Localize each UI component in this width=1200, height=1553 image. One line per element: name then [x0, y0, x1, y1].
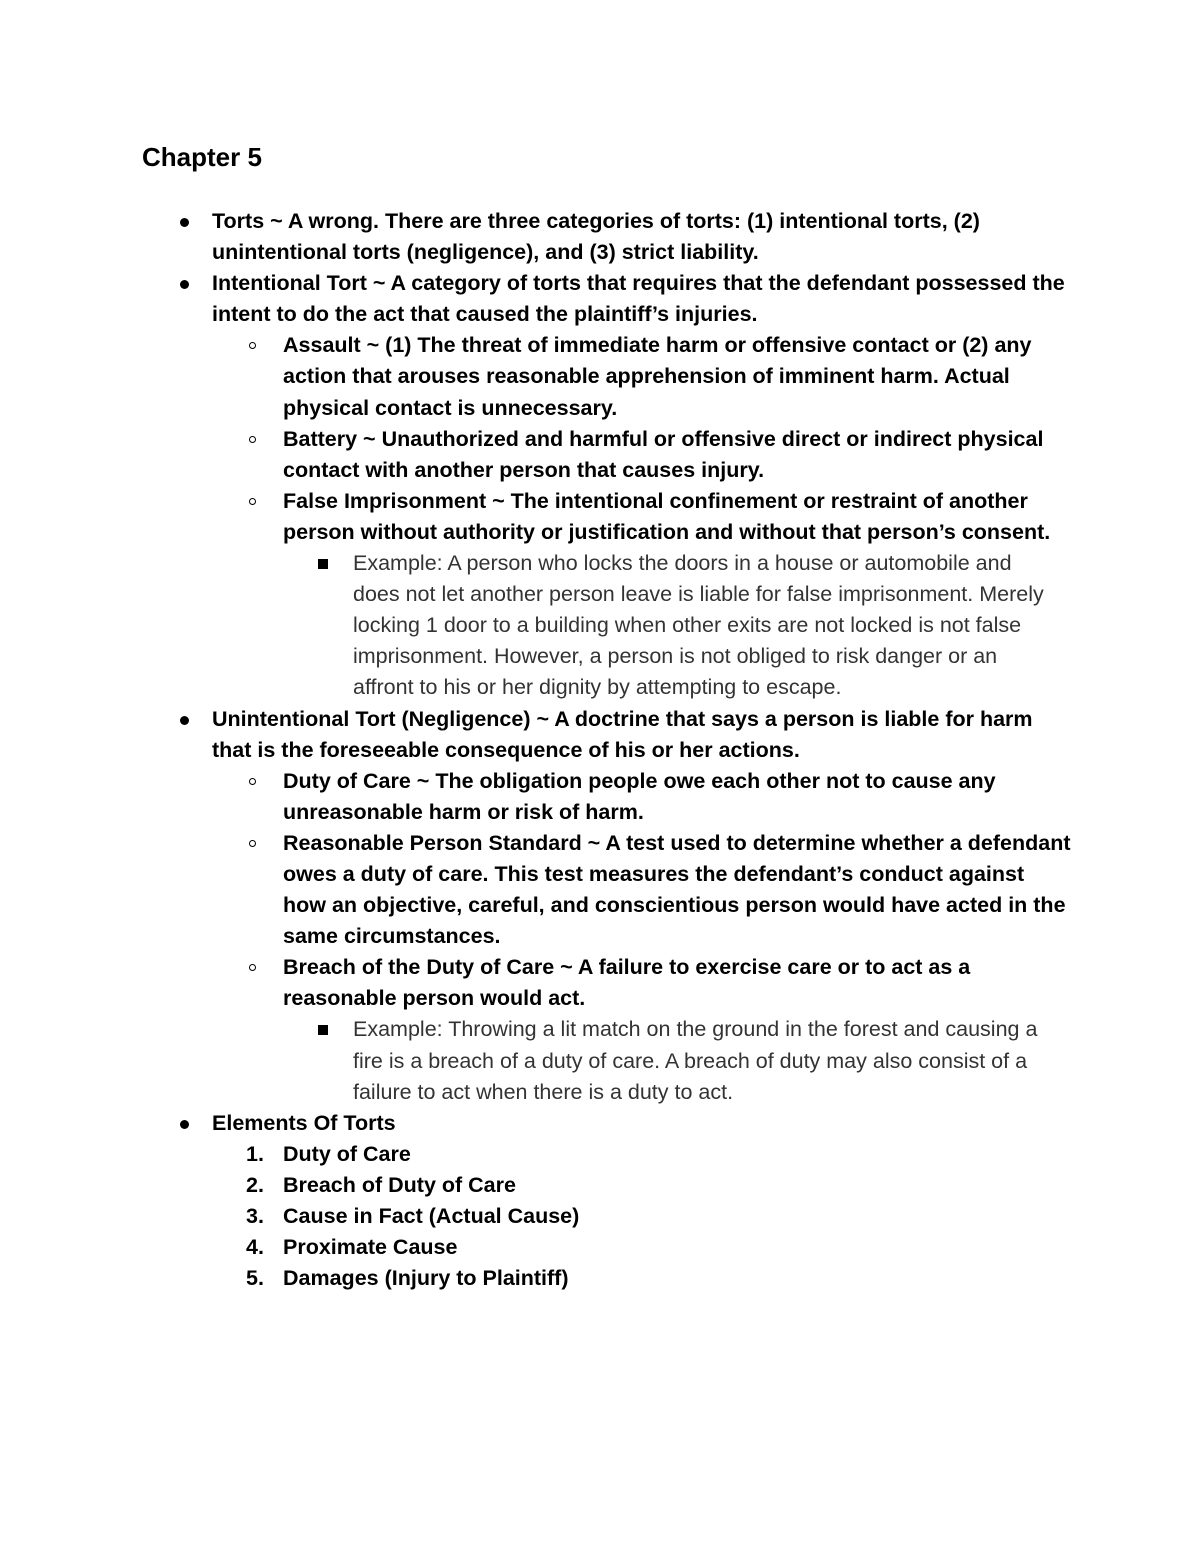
bullet-square-icon [318, 559, 328, 569]
bullet-circle-icon [249, 498, 256, 505]
list-item-elements-of-torts [0, 1108, 1072, 1139]
element-label: Breach of Duty of Care [283, 1172, 516, 1197]
numbered-item [0, 1263, 1073, 1294]
false-imprisonment-text: False Imprisonment ~ The intentional confinement or restraint of another person without authority or justification and without that person’s consent. [283, 488, 1051, 544]
list-item-breach [0, 952, 1073, 1014]
element-label: Proximate Cause [283, 1235, 458, 1260]
bullet-disc-icon [180, 218, 189, 227]
bullet-circle-icon [249, 778, 256, 785]
document-body [0, 206, 1200, 1294]
battery-text: Battery ~ Unauthorized and harmful or offensive direct or indirect physical contact with another person that causes injury. [283, 426, 1044, 482]
item-number: 4. [246, 1235, 264, 1260]
list-item-false-imprisonment-example [0, 548, 1053, 703]
bullet-circle-icon [249, 840, 256, 847]
element-label: Cause in Fact (Actual Cause) [283, 1204, 580, 1228]
list-item-breach-example [0, 1014, 1053, 1107]
list-item-unintentional-tort [0, 704, 1072, 766]
bullet-circle-icon [249, 342, 256, 349]
unintentional-tort-text: Unintentional Tort (Negligence) ~ A doctrine that says a person is liable for harm that is the foreseeable consequence of his or her actions. [212, 706, 1033, 762]
bullet-disc-icon [180, 716, 189, 725]
bullet-circle-icon [249, 964, 256, 971]
list-item-reasonable-person [0, 828, 1073, 952]
reasonable-person-text: Reasonable Person Standard ~ A test used to determine whether a defendant owes a duty of care. This test measures the defendant’s conduct against how an objective, careful, and conscientious person would have acted in the same circumstances. [283, 830, 1071, 949]
element-label: Damages (Injury to Plaintiff) [283, 1266, 569, 1291]
numbered-item [0, 1201, 1073, 1232]
page-title: Chapter 5 [142, 142, 262, 172]
bullet-circle-icon [249, 436, 256, 443]
list-item-intentional-tort [0, 268, 1072, 330]
item-number: 5. [246, 1266, 264, 1291]
false-imprisonment-example-text: Example: A person who locks the doors in a house or automobile and does not let another person leave is liable for false imprisonment. Merely locking 1 door to a building when other exits are not locked is not false imprisonment. However, a person is not obliged to risk danger or an affront to his or her dignity by attempting to escape. [353, 551, 1044, 700]
elements-heading-text: Elements Of Torts [212, 1110, 396, 1135]
item-number: 1. [246, 1141, 264, 1166]
element-label: Duty of Care [283, 1141, 411, 1166]
breach-text: Breach of the Duty of Care ~ A failure to exercise care or to act as a reasonable person would act. [283, 955, 971, 1011]
numbered-item [0, 1139, 1073, 1170]
assault-text: Assault ~ (1) The threat of immediate harm or offensive contact or (2) any action that arouses reasonable apprehension of imminent harm. Actual physical contact is unnecessary. [283, 333, 1032, 420]
list-item-battery [0, 424, 1073, 486]
duty-of-care-text: Duty of Care ~ The obligation people owe each other not to cause any unreasonable harm or risk of harm. [283, 768, 996, 824]
list-item-assault [0, 330, 1073, 423]
numbered-item [0, 1170, 1073, 1201]
list-item-torts [0, 206, 1072, 268]
list-item-duty-of-care [0, 766, 1073, 828]
bullet-disc-icon [180, 280, 189, 289]
breach-example-text: Example: Throwing a lit match on the ground in the forest and causing a fire is a breach of a duty of care. A breach of duty may also consist of a failure to act when there is a duty to act. [353, 1017, 1038, 1104]
list-item-false-imprisonment [0, 486, 1073, 548]
numbered-item [0, 1232, 1073, 1263]
bullet-disc-icon [180, 1120, 189, 1129]
bullet-square-icon [318, 1025, 328, 1035]
intentional-tort-text: Intentional Tort ~ A category of torts that requires that the defendant possessed the intent to do the act that caused the plaintiff’s injuries. [212, 271, 1065, 327]
item-number: 3. [246, 1204, 264, 1228]
torts-text: Torts ~ A wrong. There are three categories of torts: (1) intentional torts, (2) unintentional torts (negligence), and (3) strict liability. [212, 209, 980, 265]
item-number: 2. [246, 1172, 264, 1197]
